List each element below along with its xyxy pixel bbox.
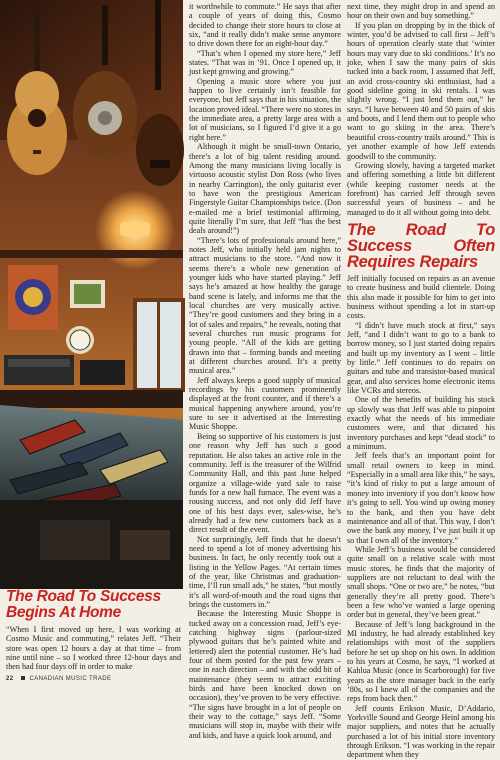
paragraph: Being so supportive of his customers is just one reason why Jeff has such a good reputation. He also takes an active role in the community. Jeff is the treasurer of the Wilfrid Community Hall, and this past June helped organize a village-wide yard sale to raise funds for a new hall furnace. The event was a rousing success, and not only did Jeff have one of his best days ever, sales-wise, he’s already had a few new customers back as a direct result of the event.	[189, 431, 341, 535]
paragraph: Jeff counts Erikson Music, D’Addario, Yorkville Sound and George Heinl among his major suppliers, and notes that he actually purchased a lot of his initial store inventory through Erikson. “I was working in the repair department when they	[347, 703, 495, 760]
sidebar-heading: The Road To Success Begins At Home	[6, 588, 161, 621]
paragraph: Because the Interesting Music Shoppe is tucked away on a concession road, Jeff’s eye-catching highway signs (parlour-sized plywood guitars that he’s painted white and lettered) alert the potential customer. He’s had four of them posted for the past few years – one in each direction – and with the odd bit of maintenance (they seem to attract exciting birds and have been knocked down on occasion), they’ve proven to be very effective. “The signs have brought in a lot of people on their way to the cottage,” says Jeff. “Some musicians will stop in, maybe with their wife and kids, and have a quick look around, and	[189, 609, 341, 740]
paragraph: “There’s lots of professionals around here,” notes Jeff, who initially held jam nights to attract musicians to the store. “And now it seems there’s a whole new generation of younger kids who have started playing.” Jeff says he’s amazed at how healthy the garage band scene is lately, and informs me that the local churches are very musically active. “They’re good customers and they bring in a lot of sales and repairs,” he reveals, noting that several churches run music programs for young people. “All of the kids are getting drawn into that – forming bands and meeting at different churches around. It’s a pretty musical area.”	[189, 235, 341, 376]
publication-name: CANADIAN MUSIC TRADE	[29, 676, 112, 682]
paragraph: While Jeff’s business would be considered quite small on a relative scale with most music stores, he finds that the majority of suppliers are not reluctant to deal with the small shops. “One or two are,” he notes, “but generally they’re all pretty good. There’s been a few who’ve wanted a large opening order but in general, they’ve been great.”	[347, 544, 495, 620]
paragraph: Because of Jeff’s long background in the MI industry, he had already established key relationships with most of the suppliers before he set up shop on his own. In addition to his years at Cosmo, he says, “I worked at Kahlua Music (once in Scarborough) for five years as the store manager back in the early ’80s, so I knew all of the companies and the reps from back then.”	[347, 619, 495, 704]
paragraph: Jeff always keeps a good supply of musical recordings by his customers prominently displayed at the front counter, and if there’s a musical happening anywhere around, you’re sure to see it advertised at the Interesting Music Shoppe.	[189, 375, 341, 432]
section-heading: The Road To Success Often Requires Repairs	[347, 220, 495, 271]
paragraph: Growing slowly, having a targeted market and offering something a little bit different (while keeping customer needs at the forefront) has carried Jeff through seven successful years of business – and he managed to do it all without going into debt.	[347, 160, 495, 217]
paragraph: Not surprisingly, Jeff finds that he doesn’t need to spend a lot of money advertising his business. In fact, he only recently took out a listing in the Yellow Pages. “At certain times of the year, like Christmas and graduation-time, I’ll run small ads,” he states, “but mostly it’s all word-of-mouth and the road signs that brings the customers in.”	[189, 534, 341, 609]
paragraph: Jeff feels that’s an important point for small retail owners to keep in mind. “Especially in a small area like this,” he says, “it’s kind of risky to put a large amount of money into inventory if you don’t know how it’s going to sell. You wind up owing money to the bank, and then you have debt maintenance and all of that. This way, I don’t owe the bank any money, I’ve just built it up so that I own all of the inventory.”	[347, 451, 495, 545]
page-number: 22	[6, 676, 14, 682]
paragraph: it worthwhile to commute.” He says that after a couple of years of doing this, Cosmo decided to change their store hours to close at six, “and it really didn’t make sense anymore to drive down there for an eight-hour day.”	[189, 2, 341, 49]
paragraph: “I didn’t have much stock at first,” says Jeff, “and I didn’t want to go to a bank to borrow money, so I just started doing repairs and built up my inventory as I went – little by little.” Jeff continues to do repairs on guitars and tube and transistor-based musical gear, and also services home electronic items like VCRs and stereos.	[347, 320, 495, 396]
square-bullet-icon	[21, 676, 25, 680]
paragraph: One of the benefits of building his stock up slowly was that Jeff was able to pinpoint exactly what the needs of his immediate customers were, and that dictated his inventory purchases and kept “dead stock” to a minimum.	[347, 395, 495, 452]
paragraph: “That’s when I opened my store here,” Jeff states. “That was in ’91. Once I opened up, it just kept growing and growing.”	[189, 48, 341, 77]
paragraph: Although it might be small-town Ontario, there’s a lot of big talent residing around. Among the many musicians living locally is virtuoso acoustic stylist Don Ross (who lives in nearby Carrington), the only guitarist ever to have won the prestigious American Fingerstyle Guitar Championships twice. (Don e-mailed me a brief testimonial affirming, quite literally I’m sure, that Jeff “has the best deals around!”)	[189, 142, 341, 236]
article-column-middle	[189, 2, 341, 740]
article-column-right	[347, 2, 495, 760]
store-photo	[0, 0, 183, 589]
paragraph: Jeff initially focused on repairs as an avenue to create business and build clientele. Doing this also made it possible for him to get into business without spending a lot in start-up costs.	[347, 273, 495, 321]
sidebar-section	[6, 589, 181, 677]
page-footer	[6, 676, 111, 686]
sidebar-paragraph: “When I first moved up here, I was working at Cosmo Music and commuting,” relates Jeff. “Their store was open 12 hours a day at that time – from nine until nine – so I worked three 12-hour days and then had four days off in order to make	[6, 625, 181, 672]
paragraph: next time, they might drop in and spend an hour on their own and buy something.”	[347, 2, 495, 21]
paragraph: Opening a music store where you just happen to live certainly isn’t feasible for everyone, but Jeff says that in his situation, the location proved ideal. “There were no stores in the immediate area, a pretty large area with a lot of musicians, so I figured I’d give it a go right here.”	[189, 76, 341, 142]
paragraph: If you plan on dropping by in the thick of winter, you’d be advised to call first – Jeff’s hours of operation clearly state that ‘winter hours may vary due to ski conditions.’ It’s no joke, when I saw the many pairs of skis tucked into a back room, I assumed that Jeff, an avid cross-country ski enthusiast, had a good sideline going in ski rentals. I was slightly wrong. “I just lend them out,” he says. “I have between 40 and 50 pairs of skis and boots, and I lend them out to people who want to go skiing in the area. There’s beautiful cross-country trails around.” This is yet another example of how Jeff extends goodwill to the community.	[347, 20, 495, 161]
